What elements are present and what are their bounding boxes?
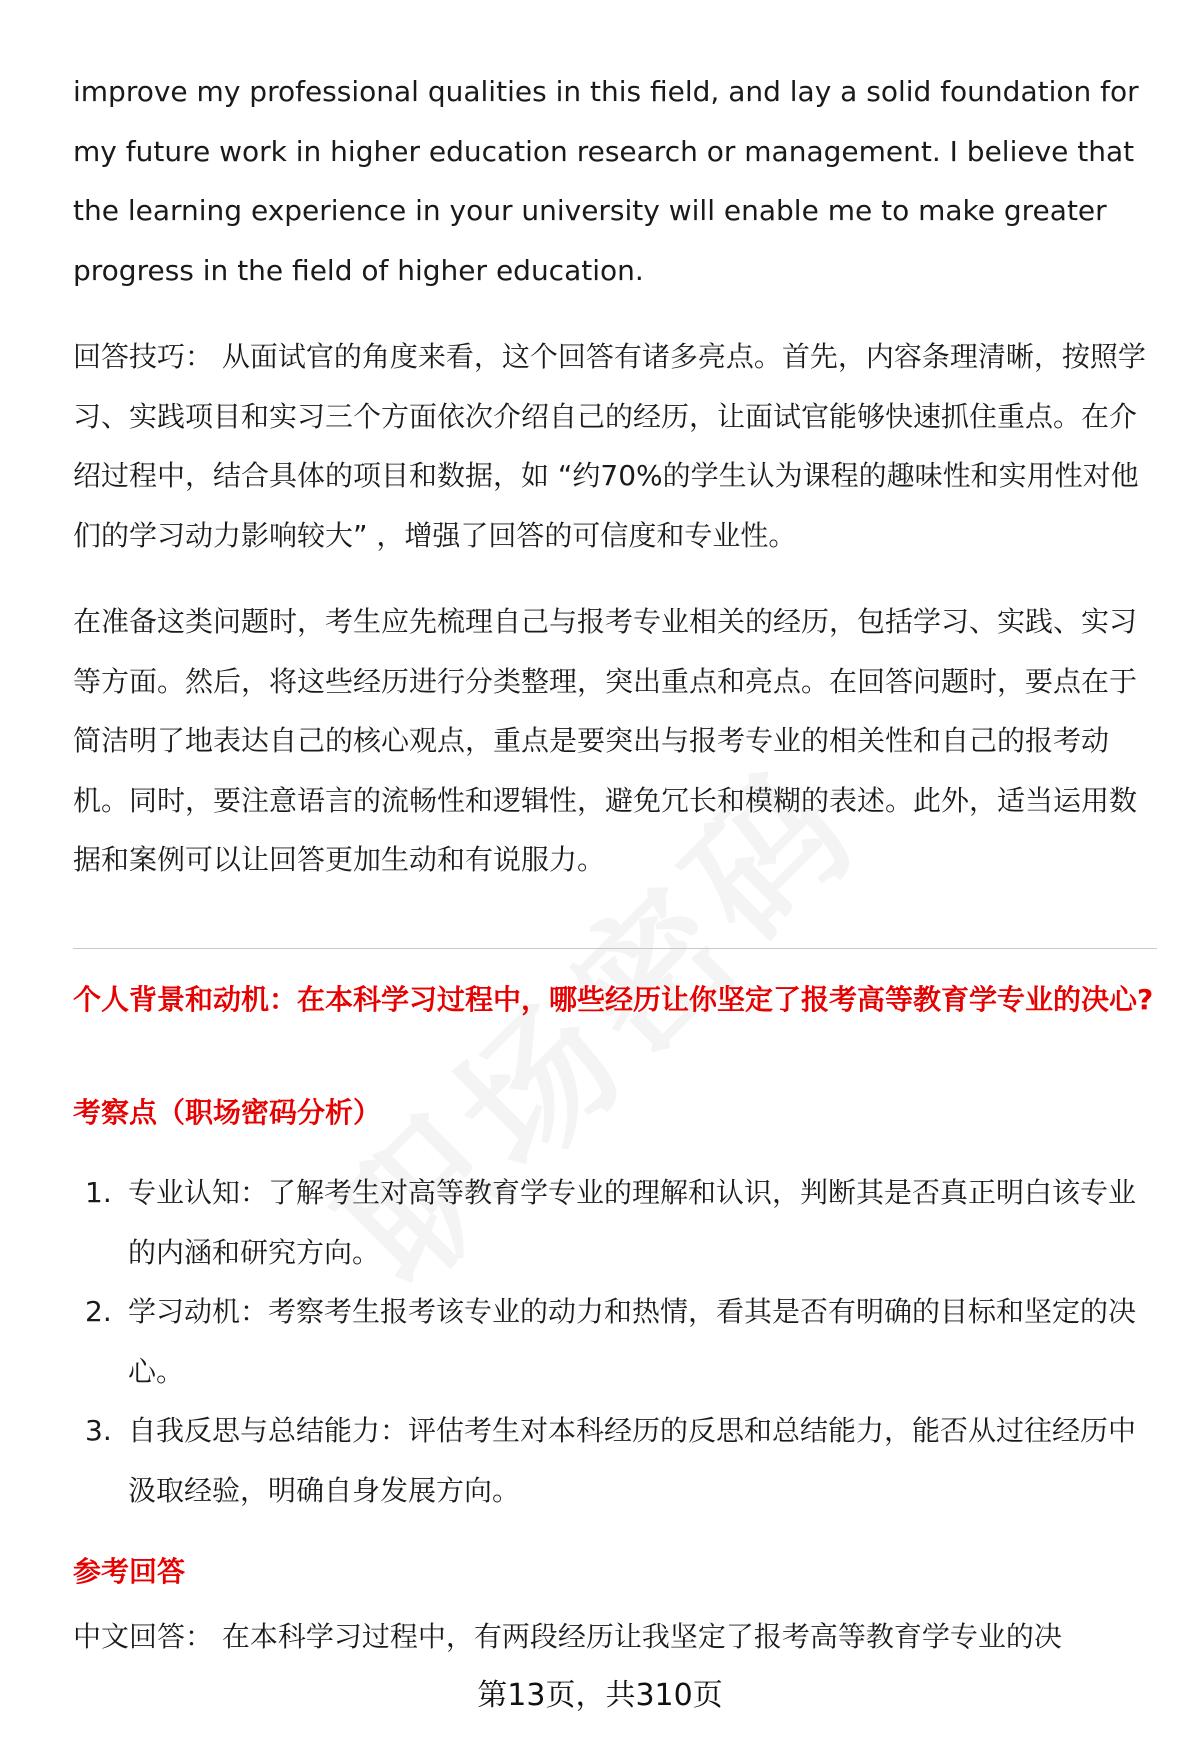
- list-item: [73, 1282, 1158, 1401]
- focus-points-list: [73, 1163, 1158, 1520]
- section-divider: [73, 948, 1157, 949]
- list-item-number: 1.: [85, 1176, 112, 1209]
- chinese-answer-start: [73, 1607, 1173, 1667]
- english-answer-tail: improve my professional qualities in this field, and lay a solid foundation for my future work in higher education research or management. I believe that the learning experience in your university will enable me to make greater progress in the field of higher education.: [73, 75, 1139, 287]
- preparation-advice-paragraph: 在准备这类问题时，考生应先梳理自己与报考专业相关的经历，包括学习、实践、实习等方面。然后，将这些经历进行分类整理，突出重点和亮点。在回答问题时，要点在于简洁明了地表达自己的核心观点，重点是要突出与报考专业的相关性和自己的报考动机。同时，要注意语言的流畅性和逻辑性，避免冗长和模糊的表述。此外，适当运用数据和案例可以让回答更加生动和有说服力。: [73, 605, 1138, 876]
- document-body: [73, 62, 1158, 890]
- list-item-number: 2.: [85, 1295, 112, 1328]
- list-item-text: 自我反思与总结能力：评估考生对本科经历的反思和总结能力，能否从过往经历中汲取经验，明确自身发展方向。: [128, 1414, 1137, 1507]
- reference-answer-heading: 参考回答: [73, 1555, 186, 1588]
- answer-tips-paragraph: [73, 327, 1158, 565]
- focus-points-heading: 考察点（职场密码分析）: [73, 1096, 382, 1129]
- answer-tips-label: 回答技巧：: [73, 340, 214, 373]
- page-footer: 第13页，共310页: [477, 1678, 723, 1713]
- question-heading: 个人背景和动机：在本科学习过程中，哪些经历让你坚定了报考高等教育学专业的决心?: [73, 983, 1154, 1016]
- list-item-text: 专业认知：了解考生对高等教育学专业的理解和认识，判断其是否真正明白该专业的内涵和研究方向。: [128, 1176, 1137, 1269]
- answer-tips-text: 从面试官的角度来看，这个回答有诸多亮点。首先，内容条理清晰，按照学习、实践项目和实习三个方面依次介绍自己的经历，让面试官能够快速抓住重点。在介绍过程中，结合具体的项目和数据，如 “约70%的学生认为课程的趣味性和实用性对他们的学习动力影响较大” ，增强了回答的可信度和专业性。: [73, 340, 1146, 552]
- list-item-number: 3.: [85, 1414, 112, 1447]
- chinese-answer-text: 在本科学习过程中，有两段经历让我坚定了报考高等教育学专业的决: [213, 1620, 1062, 1653]
- list-item: [73, 1401, 1158, 1520]
- list-item: [73, 1163, 1158, 1282]
- chinese-answer-label: 中文回答：: [73, 1620, 214, 1653]
- list-item-text: 学习动机：考察考生报考该专业的动力和热情，看其是否有明确的目标和坚定的决心。: [128, 1295, 1137, 1388]
